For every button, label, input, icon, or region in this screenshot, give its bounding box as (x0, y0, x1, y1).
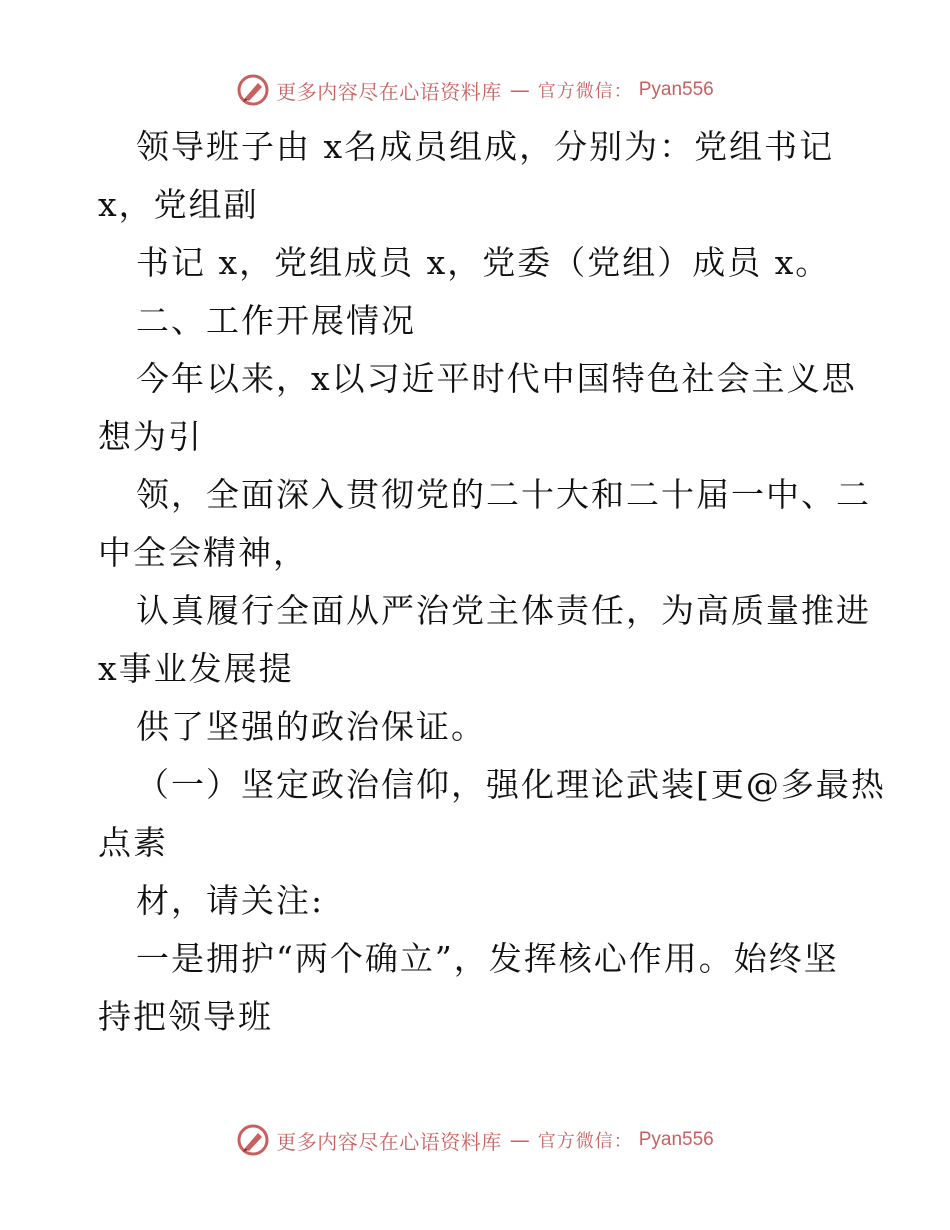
text-line: 领导班子由 x名成员组成，分别为：党组书记 (136, 127, 835, 166)
wechat-id: Pyan556 (638, 1129, 714, 1150)
text-line: 书记 x，党组成员 x，党委（党组）成员 x。 (136, 243, 831, 282)
watermark-header (0, 70, 950, 110)
text-line: 想为引 (98, 417, 203, 456)
pen-logo-icon (236, 1123, 270, 1157)
wechat-label: 官方微信： (537, 81, 633, 102)
text-line: x事业发展提 (98, 649, 294, 688)
text-line: 认真履行全面从严治党主体责任，为高质量推进 (136, 591, 871, 630)
text-line: 中全会精神， (98, 533, 308, 572)
watermark-footer (0, 1120, 950, 1160)
watermark-dash: — (509, 1128, 530, 1152)
watermark-text: 更多内容尽在心语资料库 (276, 79, 502, 104)
text-line: 供了坚强的政治保证。 (136, 707, 486, 746)
text-line: 材，请关注: (136, 881, 325, 920)
section-heading: 二、工作开展情况 (136, 301, 416, 340)
watermark-text: 更多内容尽在心语资料库 (276, 1129, 502, 1154)
text-line: 今年以来，x以习近平时代中国特色社会主义思 (136, 359, 857, 398)
wechat-label: 官方微信： (537, 1131, 633, 1152)
watermark-dash: — (509, 78, 530, 102)
text-line: x，党组副 (98, 185, 259, 224)
text-line: 点素 (98, 823, 168, 862)
text-line: 持把领导班 (98, 997, 273, 1036)
document-body (98, 118, 886, 1046)
pen-logo-icon (236, 73, 270, 107)
subsection-heading: （一）坚定政治信仰，强化理论武装[更@多最热 (136, 765, 886, 804)
wechat-id: Pyan556 (638, 79, 714, 100)
text-line: 一是拥护“两个确立”，发挥核心作用。始终坚 (136, 939, 839, 978)
text-line: 领，全面深入贯彻党的二十大和二十届一中、二 (136, 475, 871, 514)
